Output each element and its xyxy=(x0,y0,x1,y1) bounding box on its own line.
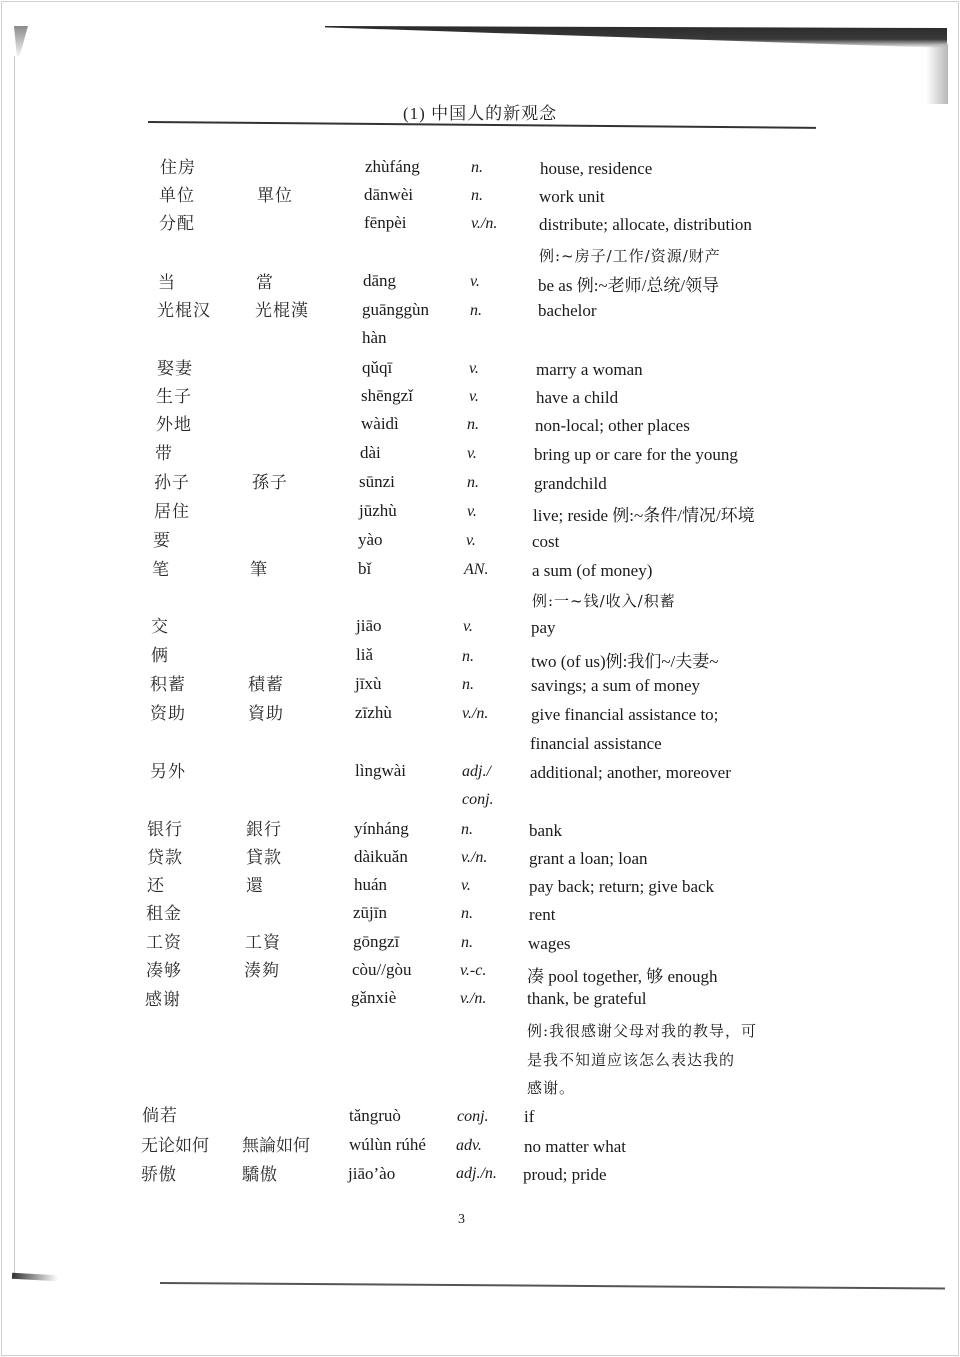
part-of-speech: v. xyxy=(461,877,471,894)
pinyin: jiāo xyxy=(356,616,382,635)
definition: be as 例:~老师/总统/领导 xyxy=(538,276,720,295)
definition: a sum (of money) xyxy=(532,561,653,580)
traditional: 積蓄 xyxy=(248,675,284,695)
simplified: 资助 xyxy=(150,704,186,724)
simplified: 贷款 xyxy=(147,848,183,868)
definition: house, residence xyxy=(540,159,653,178)
vocab-entry xyxy=(145,985,845,1105)
pinyin: guānggùn xyxy=(362,300,430,319)
definition: grant a loan; loan xyxy=(529,849,648,868)
part-of-speech: v./n. xyxy=(461,849,488,866)
part-of-speech: n. xyxy=(461,934,473,951)
definition: if xyxy=(524,1107,535,1126)
part-of-speech: v. xyxy=(469,388,479,405)
pinyin: jīxù xyxy=(355,674,382,693)
traditional: 銀行 xyxy=(246,820,282,840)
simplified: 单位 xyxy=(159,186,195,206)
pinyin: jūzhù xyxy=(359,501,397,520)
definition: distribute; allocate, distribution xyxy=(539,215,752,234)
vocab-entry xyxy=(150,670,850,698)
vocab-entry xyxy=(157,354,857,382)
part-of-speech-continued: conj. xyxy=(462,791,494,808)
vocab-entry xyxy=(151,612,851,640)
traditional: 當 xyxy=(256,273,274,293)
definition: marry a woman xyxy=(536,360,643,379)
simplified: 骄傲 xyxy=(141,1165,177,1185)
definition: have a child xyxy=(536,388,619,407)
traditional: 光棍漢 xyxy=(255,301,309,321)
definition: pay xyxy=(531,618,556,637)
part-of-speech: n. xyxy=(461,821,473,838)
definition: savings; a sum of money xyxy=(531,676,701,695)
pinyin: zūjīn xyxy=(353,903,387,922)
vocab-entry xyxy=(157,296,857,352)
definition: grandchild xyxy=(534,474,607,493)
simplified: 带 xyxy=(155,444,173,464)
definition: additional; another, moreover xyxy=(530,763,731,782)
pinyin-continued: hàn xyxy=(362,328,387,347)
part-of-speech: v./n. xyxy=(462,705,489,722)
pinyin: qǔqī xyxy=(362,358,393,377)
pinyin: liǎ xyxy=(356,645,373,664)
vocab-entry xyxy=(156,410,856,438)
definition: wages xyxy=(528,934,571,953)
simplified: 居住 xyxy=(154,502,190,522)
definition: pay back; return; give back xyxy=(529,877,715,896)
page-header xyxy=(148,96,816,136)
vocab-entry xyxy=(158,268,858,296)
vocab-entry xyxy=(150,757,850,813)
part-of-speech: n. xyxy=(471,187,483,204)
simplified: 感谢 xyxy=(145,990,181,1010)
page-number: 3 xyxy=(458,1212,465,1227)
part-of-speech: n. xyxy=(462,676,474,693)
part-of-speech: v. xyxy=(469,360,479,377)
vocab-entry xyxy=(160,153,860,181)
traditional: 湊夠 xyxy=(244,961,280,981)
traditional: 驕傲 xyxy=(242,1165,278,1185)
simplified: 交 xyxy=(151,617,169,637)
definition: rent xyxy=(529,905,556,924)
vocab-entry xyxy=(147,815,847,843)
pinyin: bǐ xyxy=(358,559,372,578)
pinyin: yào xyxy=(358,530,383,549)
simplified: 倘若 xyxy=(142,1106,178,1126)
part-of-speech: v. xyxy=(467,445,477,462)
part-of-speech: adj./n. xyxy=(456,1165,497,1182)
example-sentence: 例:一~钱/收入/积蓄 xyxy=(532,592,676,610)
pinyin: còu//gòu xyxy=(352,960,412,979)
traditional: 工資 xyxy=(245,933,281,953)
vocab-entry xyxy=(156,382,856,410)
definition: non-local; other places xyxy=(535,416,690,435)
part-of-speech: adj./ xyxy=(462,763,491,780)
definition: live; reside 例:~条件/情况/环境 xyxy=(533,506,755,525)
example-sentence: 例:我很感谢父母对我的教导，可 xyxy=(527,1022,758,1040)
part-of-speech: n. xyxy=(461,905,473,922)
definition: bank xyxy=(529,821,563,840)
definition: two (of us)例:我们~/夫妻~ xyxy=(531,652,719,671)
pinyin: gǎnxiè xyxy=(351,988,397,1007)
pinyin: huán xyxy=(354,875,388,894)
vocab-entry xyxy=(152,555,852,613)
simplified: 生子 xyxy=(156,387,192,407)
pinyin: gōngzī xyxy=(353,932,400,951)
part-of-speech: v./n. xyxy=(460,990,487,1007)
simplified: 凑够 xyxy=(146,961,182,981)
part-of-speech: v. xyxy=(470,273,480,290)
part-of-speech: conj. xyxy=(457,1108,489,1125)
definition: no matter what xyxy=(524,1137,626,1156)
simplified: 分配 xyxy=(159,214,195,234)
vocab-entry xyxy=(146,956,846,984)
pinyin: lìngwài xyxy=(355,761,406,780)
pinyin: zīzhù xyxy=(355,703,392,722)
traditional: 無論如何 xyxy=(242,1136,310,1156)
vocab-entry xyxy=(159,209,859,265)
pinyin: fēnpèi xyxy=(364,213,407,232)
part-of-speech: n. xyxy=(467,416,479,433)
simplified: 还 xyxy=(147,876,165,896)
pinyin: dāng xyxy=(363,271,397,290)
definition: thank, be grateful xyxy=(527,989,647,1008)
vocab-entry xyxy=(141,1160,841,1188)
part-of-speech: v. xyxy=(467,503,477,520)
part-of-speech: v. xyxy=(463,618,473,635)
part-of-speech: adv. xyxy=(456,1137,482,1154)
pinyin: wúlùn rúhé xyxy=(349,1135,426,1154)
pinyin: tǎngruò xyxy=(349,1106,401,1125)
part-of-speech: n. xyxy=(467,474,479,491)
pinyin: dàikuǎn xyxy=(354,847,408,866)
simplified: 工资 xyxy=(146,933,182,953)
vocab-entry xyxy=(159,181,859,209)
simplified: 银行 xyxy=(147,820,183,840)
definition: bachelor xyxy=(538,301,597,320)
simplified: 租金 xyxy=(146,904,182,924)
pinyin: dānwèi xyxy=(364,185,414,204)
simplified: 光棍汉 xyxy=(157,301,211,321)
pinyin: sūnzi xyxy=(359,472,395,491)
simplified: 俩 xyxy=(151,646,169,666)
pinyin: jiāo’ào xyxy=(348,1164,396,1183)
pinyin: wàidì xyxy=(361,414,399,433)
part-of-speech: AN. xyxy=(464,561,489,578)
simplified: 孙子 xyxy=(154,473,190,493)
vocab-entry xyxy=(141,1131,841,1159)
vocab-entry xyxy=(147,843,847,871)
vocab-entry xyxy=(150,699,850,755)
definition: 凑 pool together, 够 enough xyxy=(527,967,718,986)
part-of-speech: v. xyxy=(466,532,476,549)
simplified: 笔 xyxy=(152,560,170,580)
part-of-speech: n. xyxy=(462,648,474,665)
vocab-entry xyxy=(154,497,854,525)
traditional: 資助 xyxy=(248,704,284,724)
definition: give financial assistance to; xyxy=(531,705,719,724)
lesson-title: (1) 中国人的新观念 xyxy=(403,104,558,123)
part-of-speech: n. xyxy=(471,159,483,176)
part-of-speech: n. xyxy=(470,302,482,319)
simplified: 要 xyxy=(153,531,171,551)
definition: work unit xyxy=(539,187,605,206)
simplified: 娶妻 xyxy=(157,359,193,379)
example-sentence-line-3: 感谢。 xyxy=(527,1079,576,1097)
vocab-entry xyxy=(146,928,846,956)
pinyin: dài xyxy=(360,443,381,462)
pinyin: yínháng xyxy=(354,819,409,838)
traditional: 單位 xyxy=(257,186,293,206)
simplified: 无论如何 xyxy=(141,1136,209,1156)
vocab-entry xyxy=(155,439,855,467)
vocab-entry xyxy=(146,899,846,927)
pinyin: shēngzǐ xyxy=(361,386,413,405)
part-of-speech: v./n. xyxy=(471,215,498,232)
simplified: 外地 xyxy=(156,415,192,435)
vocab-entry xyxy=(154,468,854,496)
part-of-speech: v.-c. xyxy=(460,962,487,979)
pinyin: zhùfáng xyxy=(365,157,420,176)
scan-shadow-right xyxy=(926,44,948,104)
scan-edge-left xyxy=(14,56,15,1276)
example-sentence: 例:~房子/工作/资源/财产 xyxy=(539,247,721,265)
simplified: 住房 xyxy=(160,158,196,178)
vocab-entry xyxy=(142,1101,842,1129)
vocab-entry xyxy=(151,641,851,669)
simplified: 另外 xyxy=(150,762,186,782)
definition: bring up or care for the young xyxy=(534,445,738,464)
simplified: 积蓄 xyxy=(150,675,186,695)
traditional: 孫子 xyxy=(252,473,288,493)
definition-continued: financial assistance xyxy=(530,734,662,753)
traditional: 貸款 xyxy=(246,848,282,868)
traditional: 筆 xyxy=(250,560,268,580)
vocab-entry xyxy=(153,526,853,554)
traditional: 還 xyxy=(246,876,264,896)
definition: proud; pride xyxy=(523,1165,607,1184)
simplified: 当 xyxy=(158,273,176,293)
definition: cost xyxy=(532,532,560,551)
vocab-entry xyxy=(147,871,847,899)
example-sentence-line-2: 是我不知道应该怎么表达我的 xyxy=(527,1051,736,1069)
